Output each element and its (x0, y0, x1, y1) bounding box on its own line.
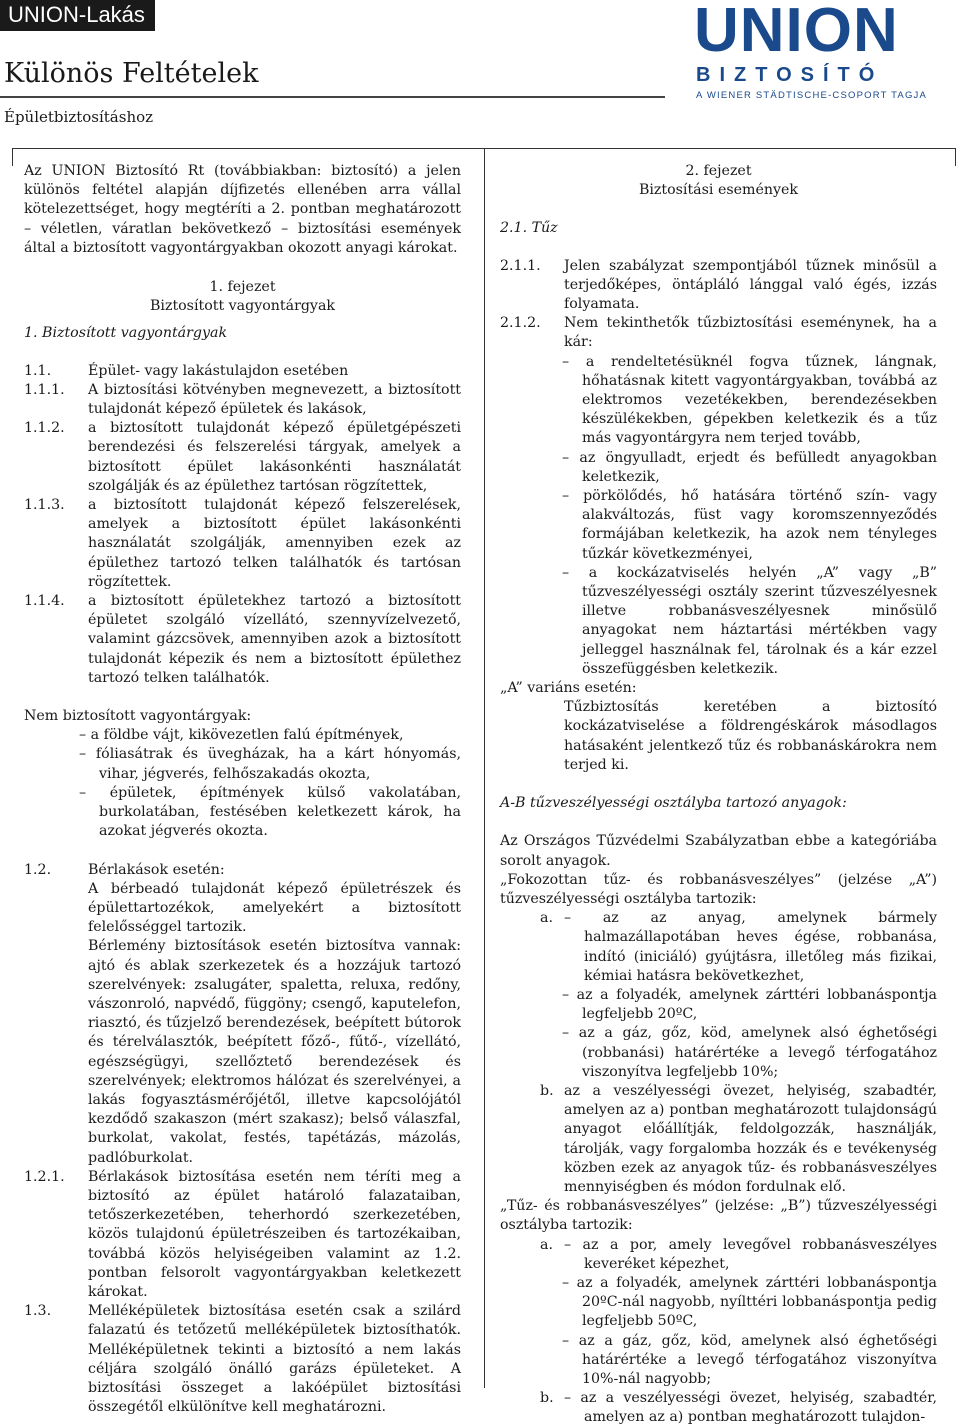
paragraph: Az Országos Tűzvédelmi Szabályzatban ebbe a kategóriába sorolt anyagok. (500, 833, 937, 869)
exclusion-item: – az öngyulladt, erjedt és befülledt anyagokban keletkezik, (562, 449, 937, 485)
exclusion-item: – pörkölődés, hő hatására történő szín- vagy alakváltozás, füst vagy koromszennyeződés formájában keletkezik, ha azok nem tényleges tűzkár következményei, (562, 488, 937, 562)
document-title: Különös Feltételek (4, 58, 259, 89)
paragraph: „Fokozottan tűz- és robbanásveszélyes” (jelzése „A”) tűzveszélyességi osztályba tartozik: (500, 871, 937, 907)
exclusion-item: – a kockázatviselés helyén „A” vagy „B” tűzveszélyességi osztály szerint tűzveszélyesnek illetve robbanásveszélyesnek minősülő anyagokat nem háztartási mértékben vagy jelleggel használnak fel, tárolnak és a kár ezzel összefüggésben keletkezik. (562, 564, 937, 677)
list-item: – az a gáz, gőz, köd, amelynek alsó éghetőségi határértéke a levegő térfogatához viszonyítva 10%-nál nagyobb; (562, 1332, 937, 1387)
list-item: a. – az a por, amely levegővel robbanásveszélyes keveréket képezhet, (540, 1236, 937, 1272)
section-heading: 1. Biztosított vagyontárgyak (24, 325, 228, 342)
list-item: – az a gáz, gőz, köd, amelynek alsó éghetőségi (robbanási) határértéke a levegő térfogatához viszonyítva legfeljebb 10%; (562, 1025, 937, 1080)
chapter-number: 2. fejezet (685, 163, 752, 179)
paragraph: Bérlemény biztosítások esetén biztosítva vannak: ajtó és ablak szerkezetek és a hozzájuk tartozó szerelvények: zsalugáter, spaletta, reluxa, redőny, vászonroló, napvédő, függöny; csengő, kaputelefon, riasztó, és tűzjelző berendezések, beépített bútorok és térelválasztók, beépített főző-, fűtő-, vízellátó, egészségügyi, szellőztető berendezések és szerelvények; elektromos hálózat és szerelvényei, a lakás fogyasztásmérőjétől, illetve kapcsolójától kezdődő szakaszon (mért szakasz); belső válaszfal, burkolat, vakolat, festés, tapétázás, mázolás, padlóburkolat. (88, 938, 461, 1166)
intro-paragraph: Az UNION Biztosító Rt (továbbiakban: biztosító) a jelen különös feltétel alapján díjfizetés ellenében arra vállal kötelezettséget, hogy megtéríti a 2. pontban meghatározott – véletlen, váratlan bekövetkező – biztosítási események által a biztosított vagyontárgyakban okozott anyagi károkat. (24, 163, 461, 256)
exclusion-item: – épületek, építmények külső vakolatában, burkolatában, festésében keletkezett károk, ha azokat jégverés okozta. (79, 784, 461, 840)
paragraph: Tűzbiztosítás keretében a biztosító kockázatviselése a földrengéskárok másodlagos hatásaként jelentkező tűz és robbanáskárokra nem terjed ki. (564, 699, 937, 773)
list-item: 1.1.1. A biztosítási kötvényben megnevezett, a biztosított tulajdonát képező épületek és lakások, (24, 381, 461, 418)
list-item: 1.1. Épület- vagy lakástulajdon esetében (24, 362, 349, 379)
list-item: – az a folyadék, amelynek zárttéri lobbanáspontja 20ºC-nál nagyobb, nyílttéri lobbanáspontja pedig legfeljebb 50ºC, (562, 1274, 937, 1330)
list-item: a. – az az anyag, amelynek bármely halmazállapotában heves égése, robbanása, indító (iniciáló) gyújtásra, illetőleg más fizikai, kémiai hatásra bekövetkezhet, (540, 910, 937, 984)
exclusion-heading: Nem biztosított vagyontárgyak: (24, 708, 252, 725)
title-rule (0, 96, 665, 98)
variant-heading: „A” variáns esetén: (500, 680, 637, 697)
logo-tagline: A WIENER STÄDTISCHE-CSOPORT TAGJA (696, 90, 928, 101)
list-item: b. az a veszélyességi övezet, helyiség, szabadtér, amelyen az a) pontban meghatározott tulajdonságú anyagot előállítják, feldolgozzák, használják, tárolják, vagy forgalomba hozzák és e tevékenység közben ezek az anyagok tűz- és robbanásveszélyes mennyiségben és módon fordulnak elő. (540, 1082, 937, 1195)
exclusion-item: – a rendeltetésüknél fogva tűznek, lángnak, hőhatásnak kitett vagyontárgyakban, továbbá az elektromos vezetékekben, berendezésekben készülékekben, gépekben keletkezik és a tűz más vagyontárgyra nem terjed tovább, (562, 353, 937, 447)
subsection-heading: A-B tűzveszélyességi osztályba tartozó anyagok: (500, 795, 847, 812)
list-item: 2.1.1. Jelen szabályzat szempontjából tűznek minősül a terjedőképes, öntápláló lánggal való égés, izzás folyamata. (500, 257, 937, 313)
union-logo (694, 2, 958, 102)
exclusion-item: – a földbe vájt, kikövezetlen falú építmények, (79, 727, 404, 744)
chapter-title: Biztosítási események (638, 182, 799, 199)
document-subtitle: Épületbiztosításhoz (4, 108, 154, 126)
list-item: b. – az a veszélyességi övezet, helyiség, szabadtér, amelyen az a) pontban meghatározott tulajdon- (540, 1390, 937, 1426)
logo-subline: BIZTOSÍTÓ (696, 64, 884, 86)
list-item: 1.2.1. Bérlakások biztosítása esetén nem téríti meg a biztosító az épület határoló falazataiban, tetőszerkezetében, teherhordó szerkezetében, közös tulajdonú épületrészeiben és tartozékaiban, továbbá közös helyiségeiben valamint az 1.2. pontban felsorolt vagyontárgyakban keletkezett károkat. (24, 1168, 461, 1300)
document-tag: UNION-Lakás (0, 0, 155, 31)
paragraph: „Tűz- és robbanásveszélyes” (jelzése: „B”) tűzveszélyességi osztályba tartozik: (500, 1198, 937, 1234)
paragraph: A bérbeadó tulajdonát képező épületrészek és épülettartozékok, amelyekért a biztosított felelősséggel tartozik. (88, 880, 461, 936)
list-item: 1.1.2. a biztosított tulajdonát képező épületgépészeti berendezési és felszerelési tárgyak, amelyek a biztosított épület lakásonkénti használatát szolgálják és az épülethez tartósan rögzítettek, (24, 420, 461, 494)
list-item: – az a folyadék, amelynek zárttéri lobbanáspontja legfeljebb 20ºC, (562, 986, 937, 1023)
list-item: 1.3. Melléképületek biztosítása esetén csak a szilárd falazatú és tetőzetű melléképületek biztosíthatók. Melléképületnek tekinti a biztosító a nem lakás céljára szolgáló önálló garázs épületeket. A biztosítási összeget a lakóépület biztosítási összegétől elkülönítve kell meghatározni. (24, 1303, 461, 1416)
list-item: 2.1.2. Nem tekinthetők tűzbiztosítási eseménynek, ha a kár: (500, 315, 937, 351)
chapter-title: Biztosított vagyontárgyak (150, 298, 335, 315)
list-item: 1.1.3. a biztosított tulajdonát képező felszerelések, amelyek a biztosított épület lakásonkénti használatát szolgálják, amennyiben ezek az épülethez tartozó telken találhatók és tartósan rögzítettek. (24, 497, 461, 590)
exclusion-item: – fóliasátrak és üvegházak, ha a kárt hónyomás, vihar, jégverés, felhőszakadás okozta, (79, 746, 461, 782)
section-heading: 2.1. Tűz (500, 220, 558, 237)
list-item: 1.1.4. a biztosított épületekhez tartozó a biztosított épületet szolgáló vízellátó, szennyvízelvezető, valamint gázcsövek, amennyiben azok a biztosított tulajdonát képezik és nem a biztosított épülethez tartozó telken találhatók. (24, 593, 461, 686)
logo-wordmark: UNION (694, 0, 899, 65)
right-column (500, 162, 937, 1428)
chapter-number: 1. fejezet (209, 279, 276, 296)
left-column (24, 162, 461, 1417)
list-item: 1.2. Bérlakások esetén: (24, 861, 225, 878)
